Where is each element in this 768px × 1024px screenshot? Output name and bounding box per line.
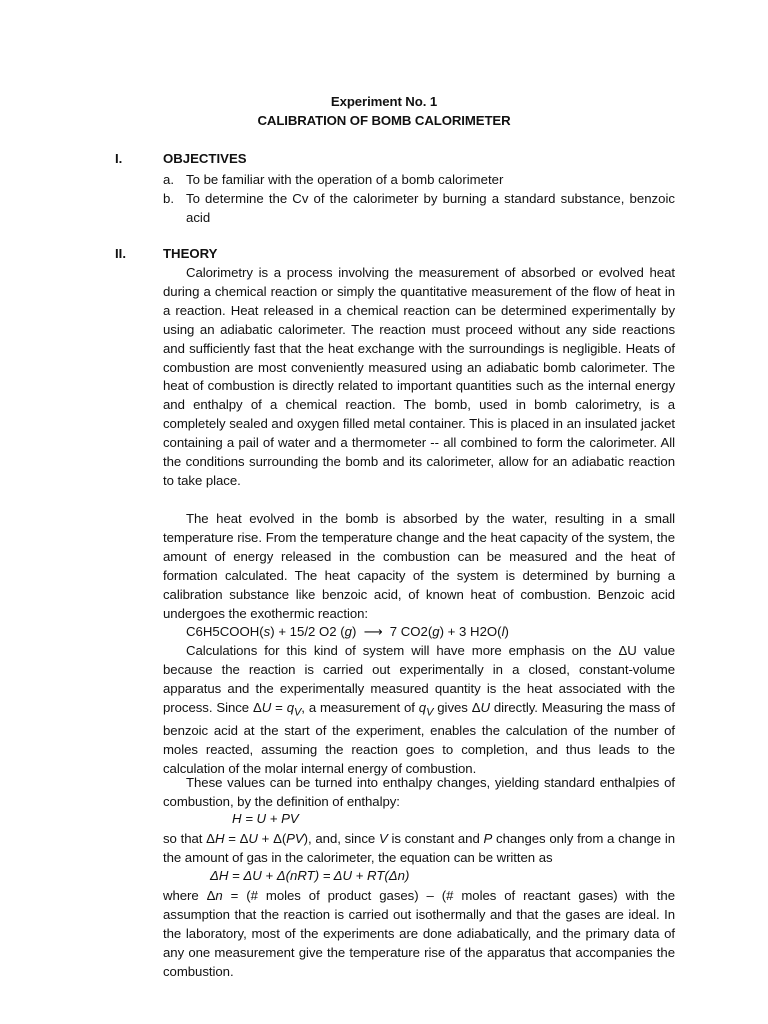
reaction-arrow-icon: ⟶	[363, 624, 383, 639]
text-run: where Δ	[163, 888, 216, 903]
text-run: ), and, since	[303, 831, 379, 846]
objective-item	[163, 189, 675, 227]
reaction-state: l	[501, 624, 505, 639]
objective-label: a.	[163, 172, 174, 187]
objective-text: To be familiar with the operation of a bomb calorimeter	[186, 172, 504, 187]
math-var: U	[480, 699, 490, 715]
objective-text: To determine the Cv of the calorimeter by burning a standard substance, benzoic acid	[186, 191, 675, 225]
text-run: is constant and	[387, 831, 484, 846]
math-var: PV	[286, 831, 304, 846]
text-run: gives Δ	[433, 699, 481, 715]
text-run: Calculations for this kind of system will have more emphasis on the ΔU value because the reaction is carried out experimentally in a closed, constant-volume apparatus and the experimentally measured quantity is the heat associated with the process. Since Δ	[163, 643, 675, 715]
reaction-state: g	[344, 624, 353, 639]
reaction-close: )	[352, 624, 357, 639]
math-var: q	[286, 699, 294, 715]
objective-label: b.	[163, 191, 174, 206]
combustion-reaction-equation	[186, 624, 509, 640]
section-numeral-objectives: I.	[115, 151, 123, 166]
math-subscript: V	[294, 706, 302, 719]
theory-paragraph-4: These values can be turned into enthalpy changes, yielding standard enthalpies of combustion, by the definition of enthalpy:	[163, 775, 675, 809]
text-run: + Δ(	[257, 831, 287, 846]
theory-paragraph-5	[163, 830, 675, 868]
text-run: = Δ	[224, 831, 249, 846]
text-run: =	[271, 699, 287, 715]
reaction-reactant-1: C6H5COOH(	[186, 624, 264, 639]
enthalpy-definition-equation: H = U + PV	[232, 811, 299, 826]
reaction-state: s	[263, 624, 271, 639]
reaction-product-2: ) + 3 H2O(	[439, 624, 502, 639]
text-run: changes only from a change in the amount of gas in the calorimeter, the equation can be written as	[163, 831, 676, 865]
math-var: H	[214, 831, 225, 846]
math-var: U	[261, 699, 272, 715]
section-heading-theory: THEORY	[163, 246, 218, 261]
objective-item	[163, 170, 675, 189]
section-heading-objectives: OBJECTIVES	[163, 151, 247, 166]
text-run: , a measurement of	[301, 699, 419, 715]
text-run: directly. Measuring the mass of benzoic acid at the start of the experiment, enables the calculation of the number of moles reacted, assuming the reaction goes to completion, and thus leads to the calculation of the molar internal energy of combustion.	[163, 699, 675, 777]
document-title: CALIBRATION OF BOMB CALORIMETER	[257, 113, 511, 128]
text-run: = (# moles of product gases) – (# moles of reactant gases) with the assumption that the reaction is carried out isothermally and that the gases are ideal. In the laboratory, most of the experiments are done adiabatically, and the primary data of any one measurement give the temperature rise of the apparatus that accompanies the combustion.	[163, 888, 675, 979]
text-run: so that Δ	[163, 831, 215, 846]
theory-paragraph-2: The heat evolved in the bomb is absorbed by the water, resulting in a small temperature rise. From the temperature change and the heat capacity of the system, the amount of energy released in the combustion can be measured and the heat of formation calculated. The heat capacity of the system is determined by burning a calibration substance like benzoic acid, of known heat of combustion. Benzoic acid undergoes the exothermic reaction:	[163, 511, 675, 621]
math-var: P	[483, 831, 493, 846]
theory-paragraph-6	[163, 887, 675, 982]
experiment-number: Experiment No. 1	[330, 94, 438, 109]
theory-paragraph-1: Calorimetry is a process involving the measurement of absorbed or evolved heat during a chemical reaction or simply the quantitative measurement of the flow of heat in a reaction. Heat released in a chemical reaction can be determined experimentally by using an adiabatic calorimeter. The reaction must proceed without any side reactions and sufficiently fast that the heat exchange with the surroundings is negligible. Heats of combustion are most conveniently measured using an adiabatic bomb calorimeter. The heat of combustion is directly related to important quantities such as the internal energy and enthalpy of a chemical reaction. The bomb, used in bomb calorimetry, is a completely sealed and oxygen filled metal container. This is placed in an insulated jacket containing a pail of water and a thermometer -- all combined to form the calorimeter. All the conditions surrounding the bomb and its calorimeter, allow for an adiabatic reaction to take place.	[163, 265, 675, 488]
math-var: U	[248, 831, 258, 846]
math-var: n	[215, 888, 223, 903]
section-numeral-theory: II.	[115, 246, 126, 261]
enthalpy-change-equation: ΔH = ΔU + Δ(nRT) = ΔU + RT(Δn)	[210, 868, 410, 883]
reaction-reactant-2: ) + 15/2 O2 (	[270, 624, 345, 639]
theory-paragraph-3	[163, 642, 675, 779]
reaction-state: g	[432, 624, 440, 639]
math-subscript: V	[426, 706, 434, 719]
reaction-close: )	[504, 624, 509, 639]
reaction-product-1: 7 CO2(	[389, 624, 433, 639]
math-var: q	[418, 699, 427, 715]
math-var: V	[378, 831, 388, 846]
